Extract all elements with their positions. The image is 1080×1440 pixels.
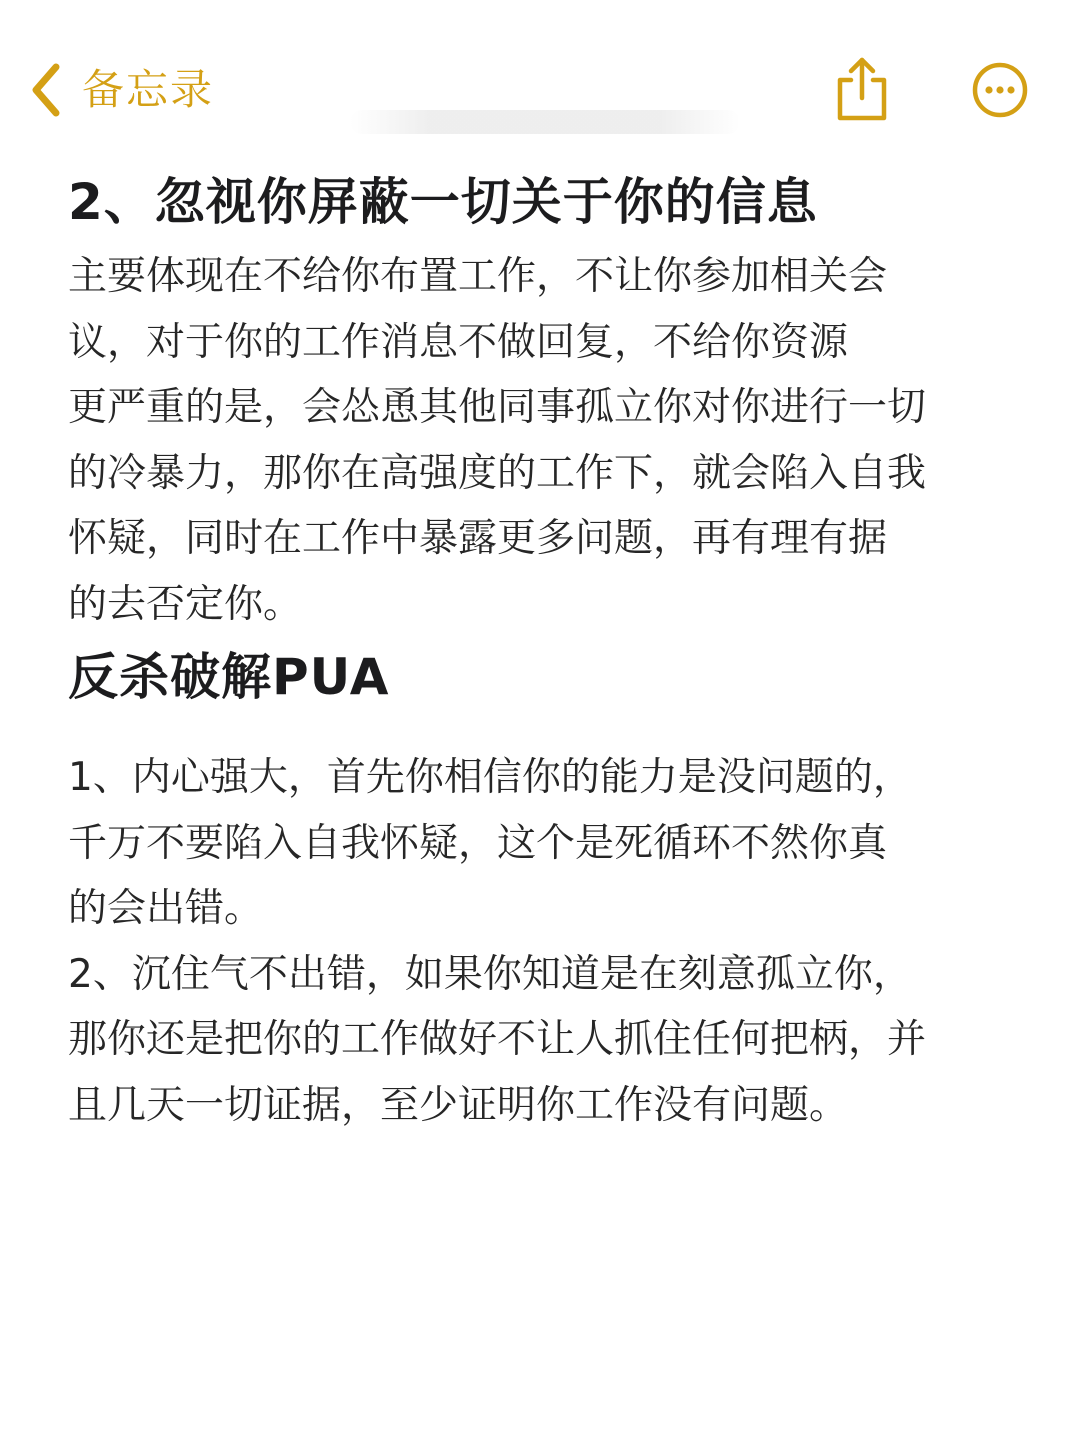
chevron-left-icon	[28, 61, 62, 119]
back-label: 备忘录	[82, 65, 215, 114]
note-heading-2: 反杀破解PUA	[68, 648, 390, 706]
share-button[interactable]	[832, 54, 892, 124]
back-button[interactable]	[28, 58, 214, 122]
more-button[interactable]	[970, 60, 1030, 120]
paragraph-line: 且几天一切证据，至少证明你工作没有问题。	[68, 1082, 849, 1128]
paragraph-1	[68, 244, 1018, 637]
paragraph-line: 议，对于你的工作消息不做回复，不给你资源	[68, 319, 849, 365]
more-icon	[970, 105, 1030, 124]
share-icon	[832, 109, 892, 128]
watermark	[350, 110, 740, 134]
paragraph-line: 那你还是把你的工作做好不让人抓住任何把柄，并	[68, 1017, 927, 1062]
paragraph-line: 主要体现在不给你布置工作，不让你参加相关会	[68, 254, 888, 299]
paragraph-line: 2、沉住气不出错，如果你知道是在刻意孤立你，	[68, 951, 912, 997]
note-heading-1: 2、忽视你屏蔽一切关于你的信息	[68, 173, 818, 231]
paragraph-line: 的会出错。	[68, 886, 264, 931]
paragraph-line: 的去否定你。	[68, 581, 303, 627]
paragraph-line: 1、内心强大，首先你相信你的能力是没问题的，	[68, 755, 912, 800]
note-body[interactable]	[68, 160, 1018, 1138]
paragraph-line: 的冷暴力，那你在高强度的工作下，就会陷入自我	[68, 450, 927, 496]
paragraph-line: 怀疑，同时在工作中暴露更多问题，再有理有据	[68, 516, 888, 561]
navigation-bar	[0, 0, 1080, 150]
paragraph-2	[68, 745, 1018, 1138]
paragraph-line: 更严重的是，会怂恿其他同事孤立你对你进行一切	[68, 385, 927, 430]
paragraph-line: 千万不要陷入自我怀疑，这个是死循环不然你真	[68, 820, 888, 866]
